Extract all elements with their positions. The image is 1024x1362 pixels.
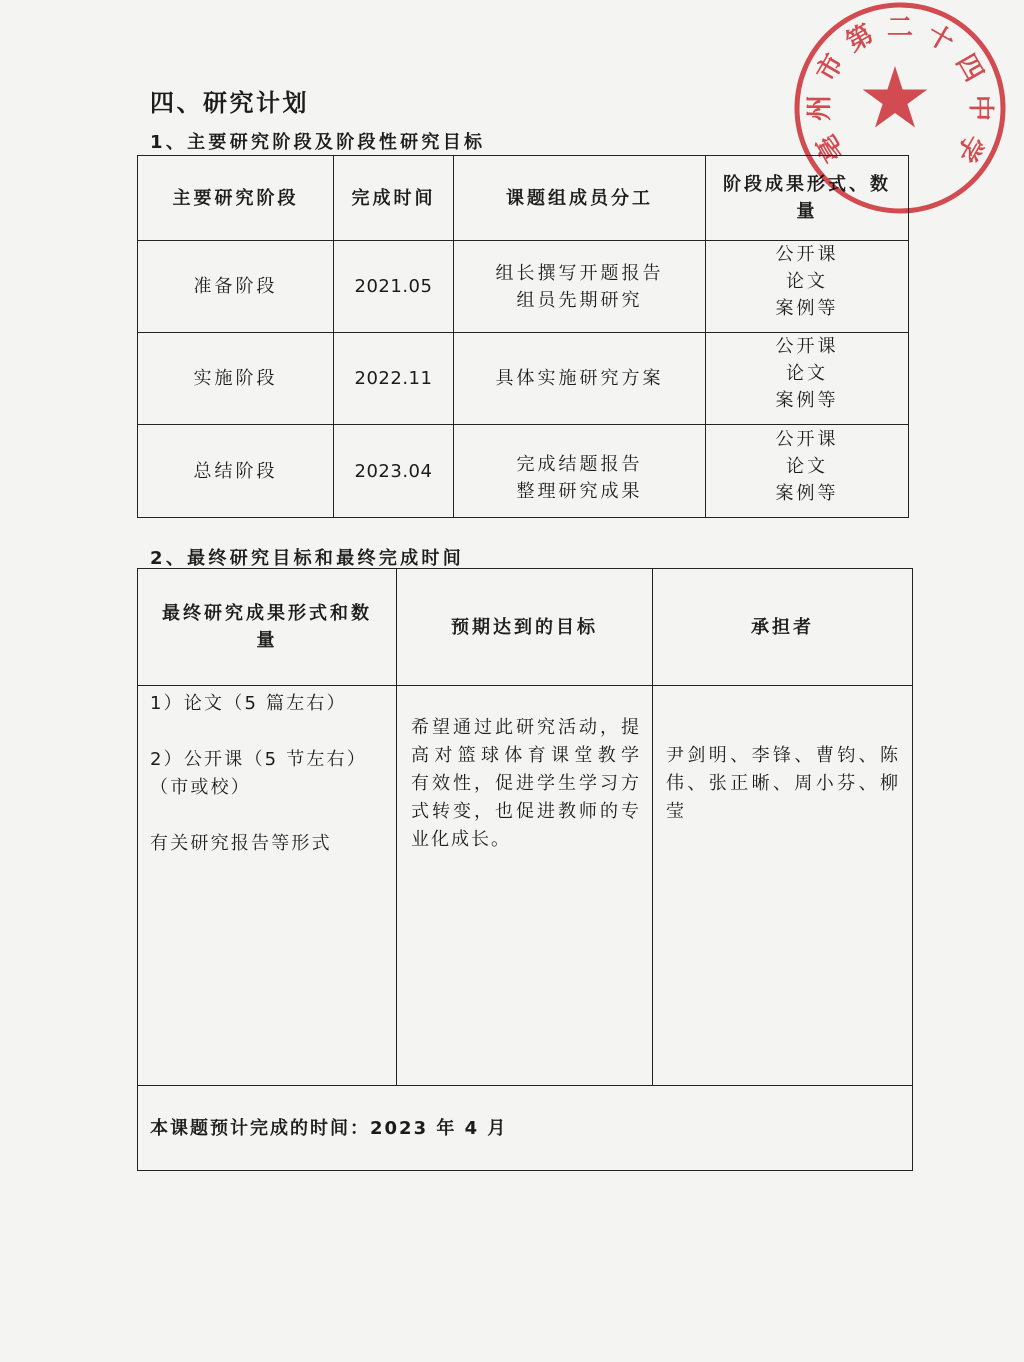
stage-time: 2021.05 — [334, 241, 454, 333]
stage-row — [138, 425, 909, 518]
output-item: 论文 — [786, 363, 828, 384]
output-item: 公开课 — [775, 428, 839, 450]
result-item: （市或校） — [150, 777, 251, 798]
goal-line: 有效性，促进学生学习方 — [411, 773, 641, 794]
stage-name: 准备阶段 — [138, 241, 334, 333]
seal-char: 二 — [886, 13, 914, 43]
stage-row — [138, 241, 909, 333]
seal-char: 学 — [949, 129, 989, 167]
section-title: 四、研究计划 — [150, 89, 309, 117]
division-line: 具体实施研究方案 — [495, 368, 664, 389]
completion-row — [138, 1086, 913, 1171]
division-line: 完成结题报告 — [516, 454, 643, 475]
result-item: 2）公开课（5 节左右） — [150, 749, 368, 770]
stage-name: 实施阶段 — [138, 333, 334, 425]
research-stages-table — [137, 155, 909, 518]
member-line: 尹剑明、李锋、曹钧、陈 — [666, 745, 900, 766]
stage-outputs — [706, 241, 909, 333]
stages-header-row — [138, 156, 909, 241]
seal-char: 州 — [805, 94, 835, 122]
final-header-row — [138, 569, 913, 686]
goal-line: 式转变，也促进教师的专 — [411, 801, 641, 822]
output-item: 论文 — [786, 271, 828, 292]
header-outputs: 阶段成果形式、数量 — [706, 156, 909, 241]
header-goal: 预期达到的目标 — [397, 569, 653, 686]
final-heading: 2、最终研究目标和最终完成时间 — [150, 548, 465, 569]
division-line: 组员先期研究 — [516, 289, 643, 311]
plan-heading: 1、主要研究阶段及阶段性研究目标 — [150, 132, 486, 153]
seal-lettering — [805, 13, 995, 167]
goal-line: 业化成长。 — [411, 829, 511, 850]
stage-outputs — [706, 333, 909, 425]
stage-division — [454, 425, 706, 518]
star-icon — [863, 66, 928, 128]
member-line: 伟、张正晰、周小芬、柳 — [666, 773, 900, 794]
goal-line: 希望通过此研究活动，提 — [411, 717, 641, 738]
output-item: 案例等 — [775, 482, 839, 504]
seal-char: 四 — [949, 49, 989, 87]
seal-char: 市 — [811, 49, 851, 87]
header-time: 完成时间 — [334, 156, 454, 241]
header-results: 最终研究成果形式和数量 — [138, 569, 397, 686]
stage-time: 2023.04 — [334, 425, 454, 518]
members-cell — [653, 686, 913, 1086]
output-item: 案例等 — [775, 390, 839, 411]
final-goals-table — [137, 568, 913, 1171]
final-body-row — [138, 686, 913, 1086]
stage-division — [454, 333, 706, 425]
stage-name: 总结阶段 — [138, 425, 334, 518]
output-item: 案例等 — [775, 298, 839, 319]
result-item: 有关研究报告等形式 — [150, 833, 332, 854]
output-item: 公开课 — [775, 336, 839, 357]
stage-outputs — [706, 425, 909, 518]
output-item: 公开课 — [775, 244, 839, 265]
division-line: 整理研究成果 — [516, 481, 643, 502]
goal-line: 高对篮球体育课堂教学 — [411, 745, 641, 766]
seal-char: 中 — [965, 94, 995, 122]
header-members: 承担者 — [653, 569, 913, 686]
division-line: 组长撰写开题报告 — [495, 262, 664, 284]
result-item: 1）论文（5 篇左右） — [150, 693, 347, 714]
seal-char: 亳 — [811, 129, 851, 167]
stage-time: 2022.11 — [334, 333, 454, 425]
seal-char: 十 — [921, 19, 959, 59]
output-item: 论文 — [786, 455, 828, 477]
seal-char: 第 — [841, 19, 879, 59]
header-stage: 主要研究阶段 — [138, 156, 334, 241]
stage-row — [138, 333, 909, 425]
goal-cell — [397, 686, 653, 1086]
member-line: 莹 — [666, 801, 686, 822]
stage-division — [454, 241, 706, 333]
header-division: 课题组成员分工 — [454, 156, 706, 241]
results-cell — [138, 686, 397, 1086]
completion-time: 本课题预计完成的时间：2023 年 4 月 — [138, 1086, 913, 1171]
